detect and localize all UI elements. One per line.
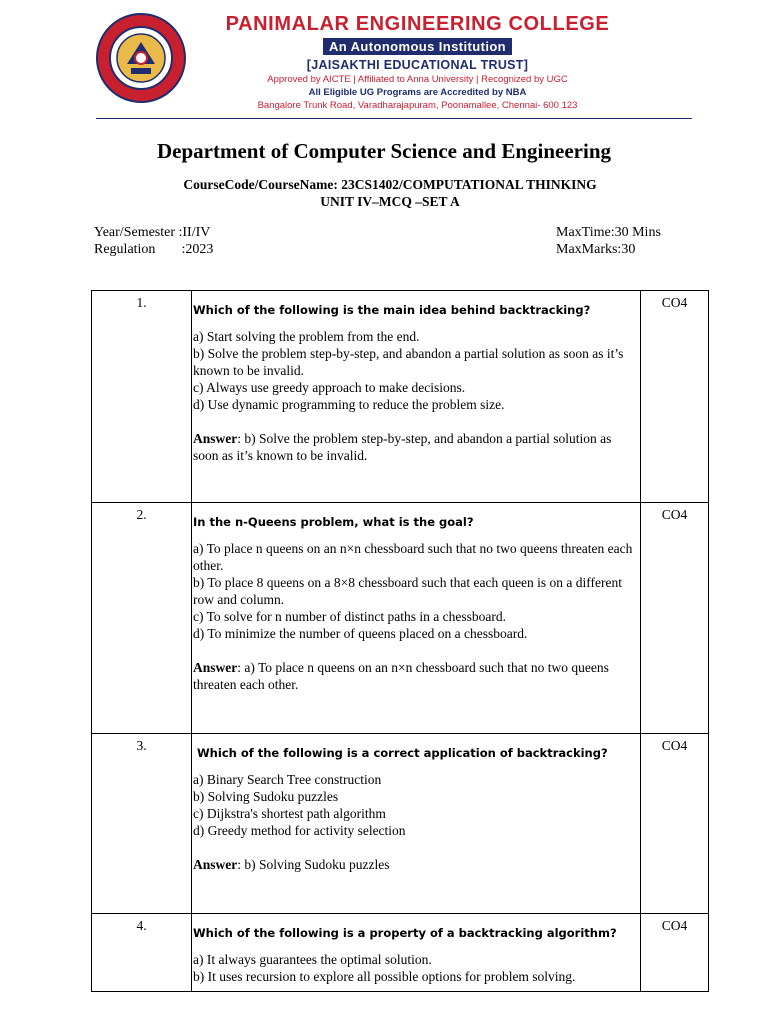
option: d) Use dynamic programming to reduce the problem size. xyxy=(193,397,505,412)
answer-text: : b) Solving Sudoku puzzles xyxy=(237,857,390,872)
option: b) To place 8 queens on a 8×8 chessboard such that each queen is on a different row and column. xyxy=(193,575,623,607)
table-row xyxy=(92,503,709,734)
max-time: MaxTime:30 Mins xyxy=(556,225,661,240)
question-text: In the n-Queens problem, what is the goal? xyxy=(193,515,474,529)
max-marks: MaxMarks:30 xyxy=(556,242,636,257)
option: a) Binary Search Tree construction xyxy=(193,772,382,787)
option: b) Solving Sudoku puzzles xyxy=(193,789,339,804)
question-cell xyxy=(192,734,641,914)
question-cell xyxy=(192,914,641,992)
regulation-row xyxy=(94,241,213,258)
course-heading xyxy=(0,176,768,210)
exam-meta-left xyxy=(94,224,213,258)
question-text: Which of the following is the main idea behind backtracking? xyxy=(193,303,591,317)
option: c) Dijkstra's shortest path algorithm xyxy=(193,806,386,821)
option: b) It uses recursion to explore all possible options for problem solving. xyxy=(193,969,576,984)
option: d) To minimize the number of queens placed on a chessboard. xyxy=(193,626,528,641)
answer-label: Answer xyxy=(193,660,238,675)
question-text: Which of the following is a property of a backtracking algorithm? xyxy=(193,926,617,940)
course-outcome: CO4 xyxy=(641,914,709,992)
header-divider xyxy=(96,118,692,119)
course-outcome: CO4 xyxy=(641,503,709,734)
trust-name: [JAISAKTHI EDUCATIONAL TRUST] xyxy=(306,58,529,72)
exam-meta-right xyxy=(556,224,661,258)
answer-label: Answer xyxy=(193,857,238,872)
question-cell xyxy=(192,503,641,734)
course-outcome: CO4 xyxy=(641,734,709,914)
answer-text: : a) To place n queens on an n×n chessboard such that no two queens threaten each other. xyxy=(193,660,609,692)
approval-line: Approved by AICTE | Affiliated to Anna University | Recognized by UGC xyxy=(267,74,568,85)
option: d) Greedy method for activity selection xyxy=(193,823,406,838)
year-semester: Year/Semester :II/IV xyxy=(94,225,211,240)
address-line: Bangalore Trunk Road, Varadharajapuram, Poonamallee, Chennai- 600 123 xyxy=(257,100,578,111)
answer xyxy=(193,659,640,693)
question-text: Which of the following is a correct application of backtracking? xyxy=(197,746,608,760)
question-number: 4. xyxy=(92,914,192,992)
unit-line: UNIT IV–MCQ –SET A xyxy=(320,194,460,209)
question-number: 3. xyxy=(92,734,192,914)
question-table xyxy=(91,290,709,992)
table-row xyxy=(92,291,709,503)
option: a) To place n queens on an n×n chessboard such that no two queens threaten each other. xyxy=(193,541,633,573)
table-row xyxy=(92,914,709,992)
answer xyxy=(193,856,640,873)
option: a) It always guarantees the optimal solution. xyxy=(193,952,432,967)
college-name: PANIMALAR ENGINEERING COLLEGE xyxy=(225,13,610,35)
option: c) To solve for n number of distinct paths in a chessboard. xyxy=(193,609,506,624)
question-number: 2. xyxy=(92,503,192,734)
course-line: CourseCode/CourseName: 23CS1402/COMPUTATIONAL THINKING xyxy=(183,177,597,192)
option: b) Solve the problem step-by-step, and abandon a partial solution as soon as it’s known to be invalid. xyxy=(193,346,624,378)
question-cell xyxy=(192,291,641,503)
department-title: Department of Computer Science and Engineering xyxy=(157,139,611,163)
table-row xyxy=(92,734,709,914)
course-outcome: CO4 xyxy=(641,291,709,503)
question-number: 1. xyxy=(92,291,192,503)
answer-text: : b) Solve the problem step-by-step, and abandon a partial solution as soon as it’s known to be invalid. xyxy=(193,431,612,463)
college-logo xyxy=(93,12,189,104)
option: a) Start solving the problem from the end. xyxy=(193,329,420,344)
answer xyxy=(193,430,640,464)
option: c) Always use greedy approach to make decisions. xyxy=(193,380,466,395)
regulation-label: Regulation xyxy=(94,242,156,257)
accreditation-line: All Eligible UG Programs are Accredited by NBA xyxy=(308,87,527,98)
college-header xyxy=(195,12,640,112)
autonomous-banner: An Autonomous Institution xyxy=(323,38,512,55)
regulation-value: :2023 xyxy=(181,242,214,257)
answer-label: Answer xyxy=(193,431,238,446)
